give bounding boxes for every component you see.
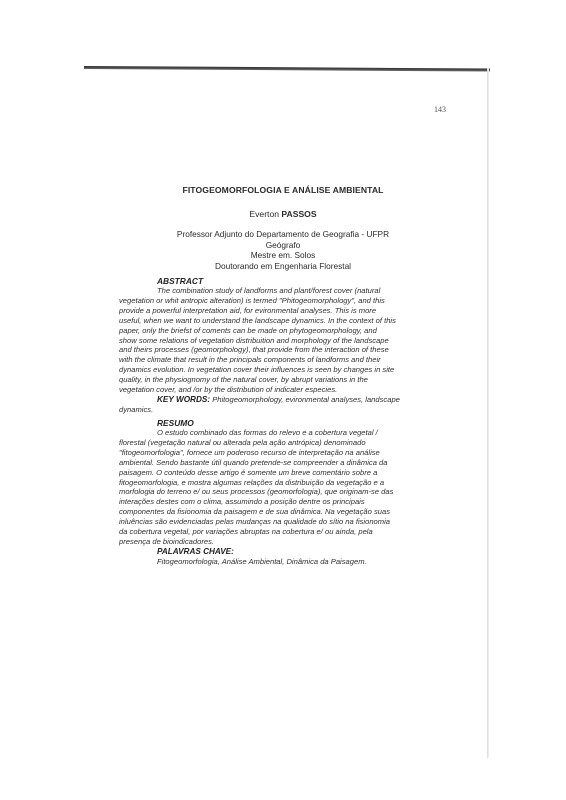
- resumo-line: componentes da fisionomia da paisagem e de sua dinâmica. Na vegetação suas: [119, 507, 391, 517]
- abstract-text: [119, 286, 451, 395]
- resumo-line: inluências são evidenciadas pelas mudanças na qualidade do sítio na fisionomia: [119, 517, 391, 527]
- page-number: 143: [434, 105, 446, 114]
- abstract-line: useful, when we want to understand the landscape dynamics. In the context of this: [119, 315, 396, 325]
- affiliation-line: Mestre em. Solos: [250, 250, 316, 260]
- abstract-line: and theirs processes (geomorphology), that provide from the interaction of these: [119, 345, 389, 355]
- keywords-label: KEY WORDS:: [157, 394, 211, 404]
- abstract-line: quality, in the physiognomy of the natural cover, by abrupt variations in the: [119, 375, 368, 385]
- abstract-line: provide a powerful interpretation aid, for evironmental analyses. This is more: [119, 305, 377, 315]
- resumo-line: presença de bioindicadores.: [119, 536, 214, 546]
- abstract-line: with the climate that result in the principals components of landforms and their: [119, 355, 381, 365]
- abstract-line: The combination study of landforms and plant/forest cover (natural: [157, 286, 381, 295]
- resumo-text: [119, 428, 451, 547]
- abstract-line: vegetation cover, and /or by the distribution of indicater especies.: [119, 385, 338, 395]
- resumo-line: florestal (vegetação natural ou alterada pela ação antrópica) denominado: [119, 437, 366, 447]
- abstract-line: vegetation or whit antropic alteration) is termed "Phitogeomorphology", and this: [119, 295, 385, 305]
- affiliation-line: Professor Adjunto do Departamento de Geografia - UFPR: [176, 229, 390, 239]
- abstract-line: paper, only the briefst of coments can be made on phytogeomorphology, and: [119, 325, 377, 335]
- affiliation-line: Geógrafo: [265, 239, 301, 250]
- affiliation-line: Doutorando em Engenharia Florestal: [214, 260, 352, 271]
- resumo-line: O estudo combinado das formas do relevo e a cobertura vegetal /: [157, 428, 378, 437]
- resumo-line: da cobertura vegetal, por variações abruptas na cobertura e/ ou ainda, pela: [119, 527, 373, 537]
- keywords-text-continued: dynamics.: [119, 404, 154, 414]
- resumo-line: fitogeomorfologia, e mostra algumas relações da distribuição da vegetação e a: [119, 477, 385, 487]
- resumo-line: "fitogeomorfologia", fornece um poderoso recurso de interpretação na análise: [119, 447, 380, 457]
- resumo-section: [119, 418, 451, 567]
- resumo-line: ambiental. Sendo bastante útil quando pretende-se compreender a dinâmica da: [119, 457, 388, 467]
- author-affiliation: [0, 229, 566, 271]
- palavras-chave-label: PALAVRAS CHAVE:: [157, 546, 234, 556]
- abstract-line: show some relations of vegetation distribuition and morphology of the landscape: [119, 335, 389, 345]
- abstract-section: [119, 276, 451, 415]
- abstract-keywords-continued: [119, 405, 451, 415]
- author-surname: PASSOS: [281, 209, 317, 219]
- resumo-heading: RESUMO: [157, 418, 194, 428]
- abstract-keywords: [119, 395, 451, 405]
- resumo-line: paisagem. O conteúdo desse artigo é somente um breve comentário sobre a: [119, 467, 378, 477]
- resumo-line: interações destes com o clima, assumindo a posição dentre os principais: [119, 497, 365, 507]
- palavras-chave-text: Fitogeomorfologia, Análise Ambiental, Dinâmica da Paisagem.: [157, 556, 367, 566]
- author-line: [0, 209, 566, 219]
- keywords-text: Phitogeomorphology, evironmental analyses, landscape: [210, 394, 400, 404]
- resumo-line: morfologia do terreno e/ ou seus processos (geomorfologia), que originam-se das: [119, 487, 394, 497]
- author-given-name: Everton: [249, 209, 280, 219]
- abstract-heading: ABSTRACT: [157, 276, 204, 286]
- abstract-line: dynamics evolution. In vegetation cover their influences is seen by changes in site: [119, 365, 395, 375]
- paper-title: FITOGEOMORFOLOGIA E ANÁLISE AMBIENTAL: [182, 185, 384, 195]
